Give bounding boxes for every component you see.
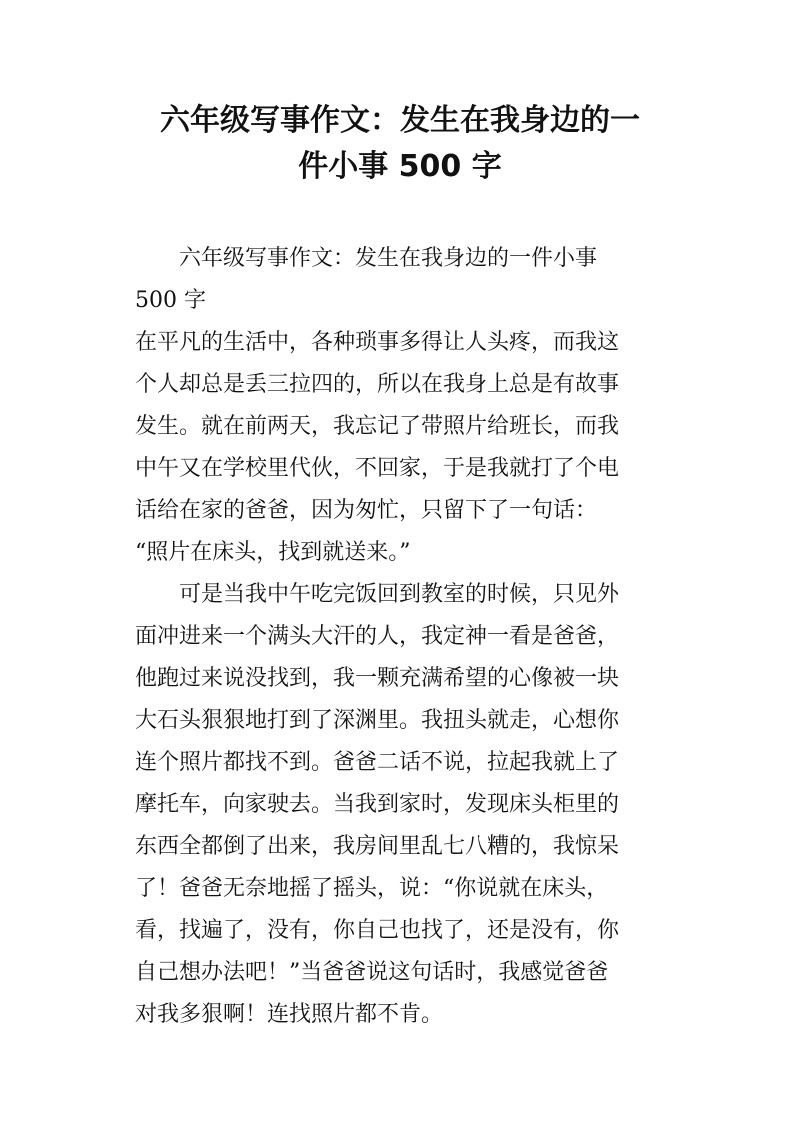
body-line: 500 字 [135, 288, 206, 313]
document-title [120, 98, 680, 190]
body-line: 中午又在学校里代伙，不回家，于是我就打了个电 [135, 456, 620, 481]
body-line: 东西全都倒了出来，我房间里乱七八糟的，我惊呆 [135, 834, 620, 859]
body-line: 连个照片都找不到。爸爸二话不说，拉起我就上了 [135, 750, 620, 775]
body-line: 摩托车，向家驶去。当我到家时，发现床头柜里的 [135, 792, 620, 817]
body-line: 可是当我中午吃完饭回到教室的时候，只见外 [179, 582, 620, 607]
body-line: 发生。就在前两天，我忘记了带照片给班长，而我 [135, 414, 620, 439]
title-line-1: 六年级写事作文：发生在我身边的一 [160, 103, 640, 138]
body-line: “照片在床头，找到就送来。” [135, 540, 411, 565]
body-line: 对我多狠啊！连找照片都不肯。 [135, 1002, 444, 1027]
body-line: 个人却总是丢三拉四的，所以在我身上总是有故事 [135, 372, 620, 397]
body-line: 他跑过来说没找到，我一颗充满希望的心像被一块 [135, 666, 620, 691]
document-body [135, 238, 675, 1036]
body-line: 自己想办法吧！”当爸爸说这句话时，我感觉爸爸 [135, 960, 609, 985]
body-line: 在平凡的生活中，各种琐事多得让人头疼，而我这 [135, 330, 620, 355]
body-line: 看，找遍了，没有，你自己也找了，还是没有，你 [135, 918, 620, 943]
body-line: 面冲进来一个满头大汗的人，我定神一看是爸爸， [135, 624, 620, 649]
body-line: 话给在家的爸爸，因为匆忙，只留下了一句话： [135, 498, 598, 523]
body-line: 六年级写事作文：发生在我身边的一件小事 [179, 246, 598, 271]
body-line: 了！爸爸无奈地摇了摇头，说：“你说就在床头， [135, 876, 609, 901]
body-line: 大石头狠狠地打到了深渊里。我扭头就走，心想你 [135, 708, 620, 733]
title-line-2: 件小事 500 字 [298, 149, 502, 184]
